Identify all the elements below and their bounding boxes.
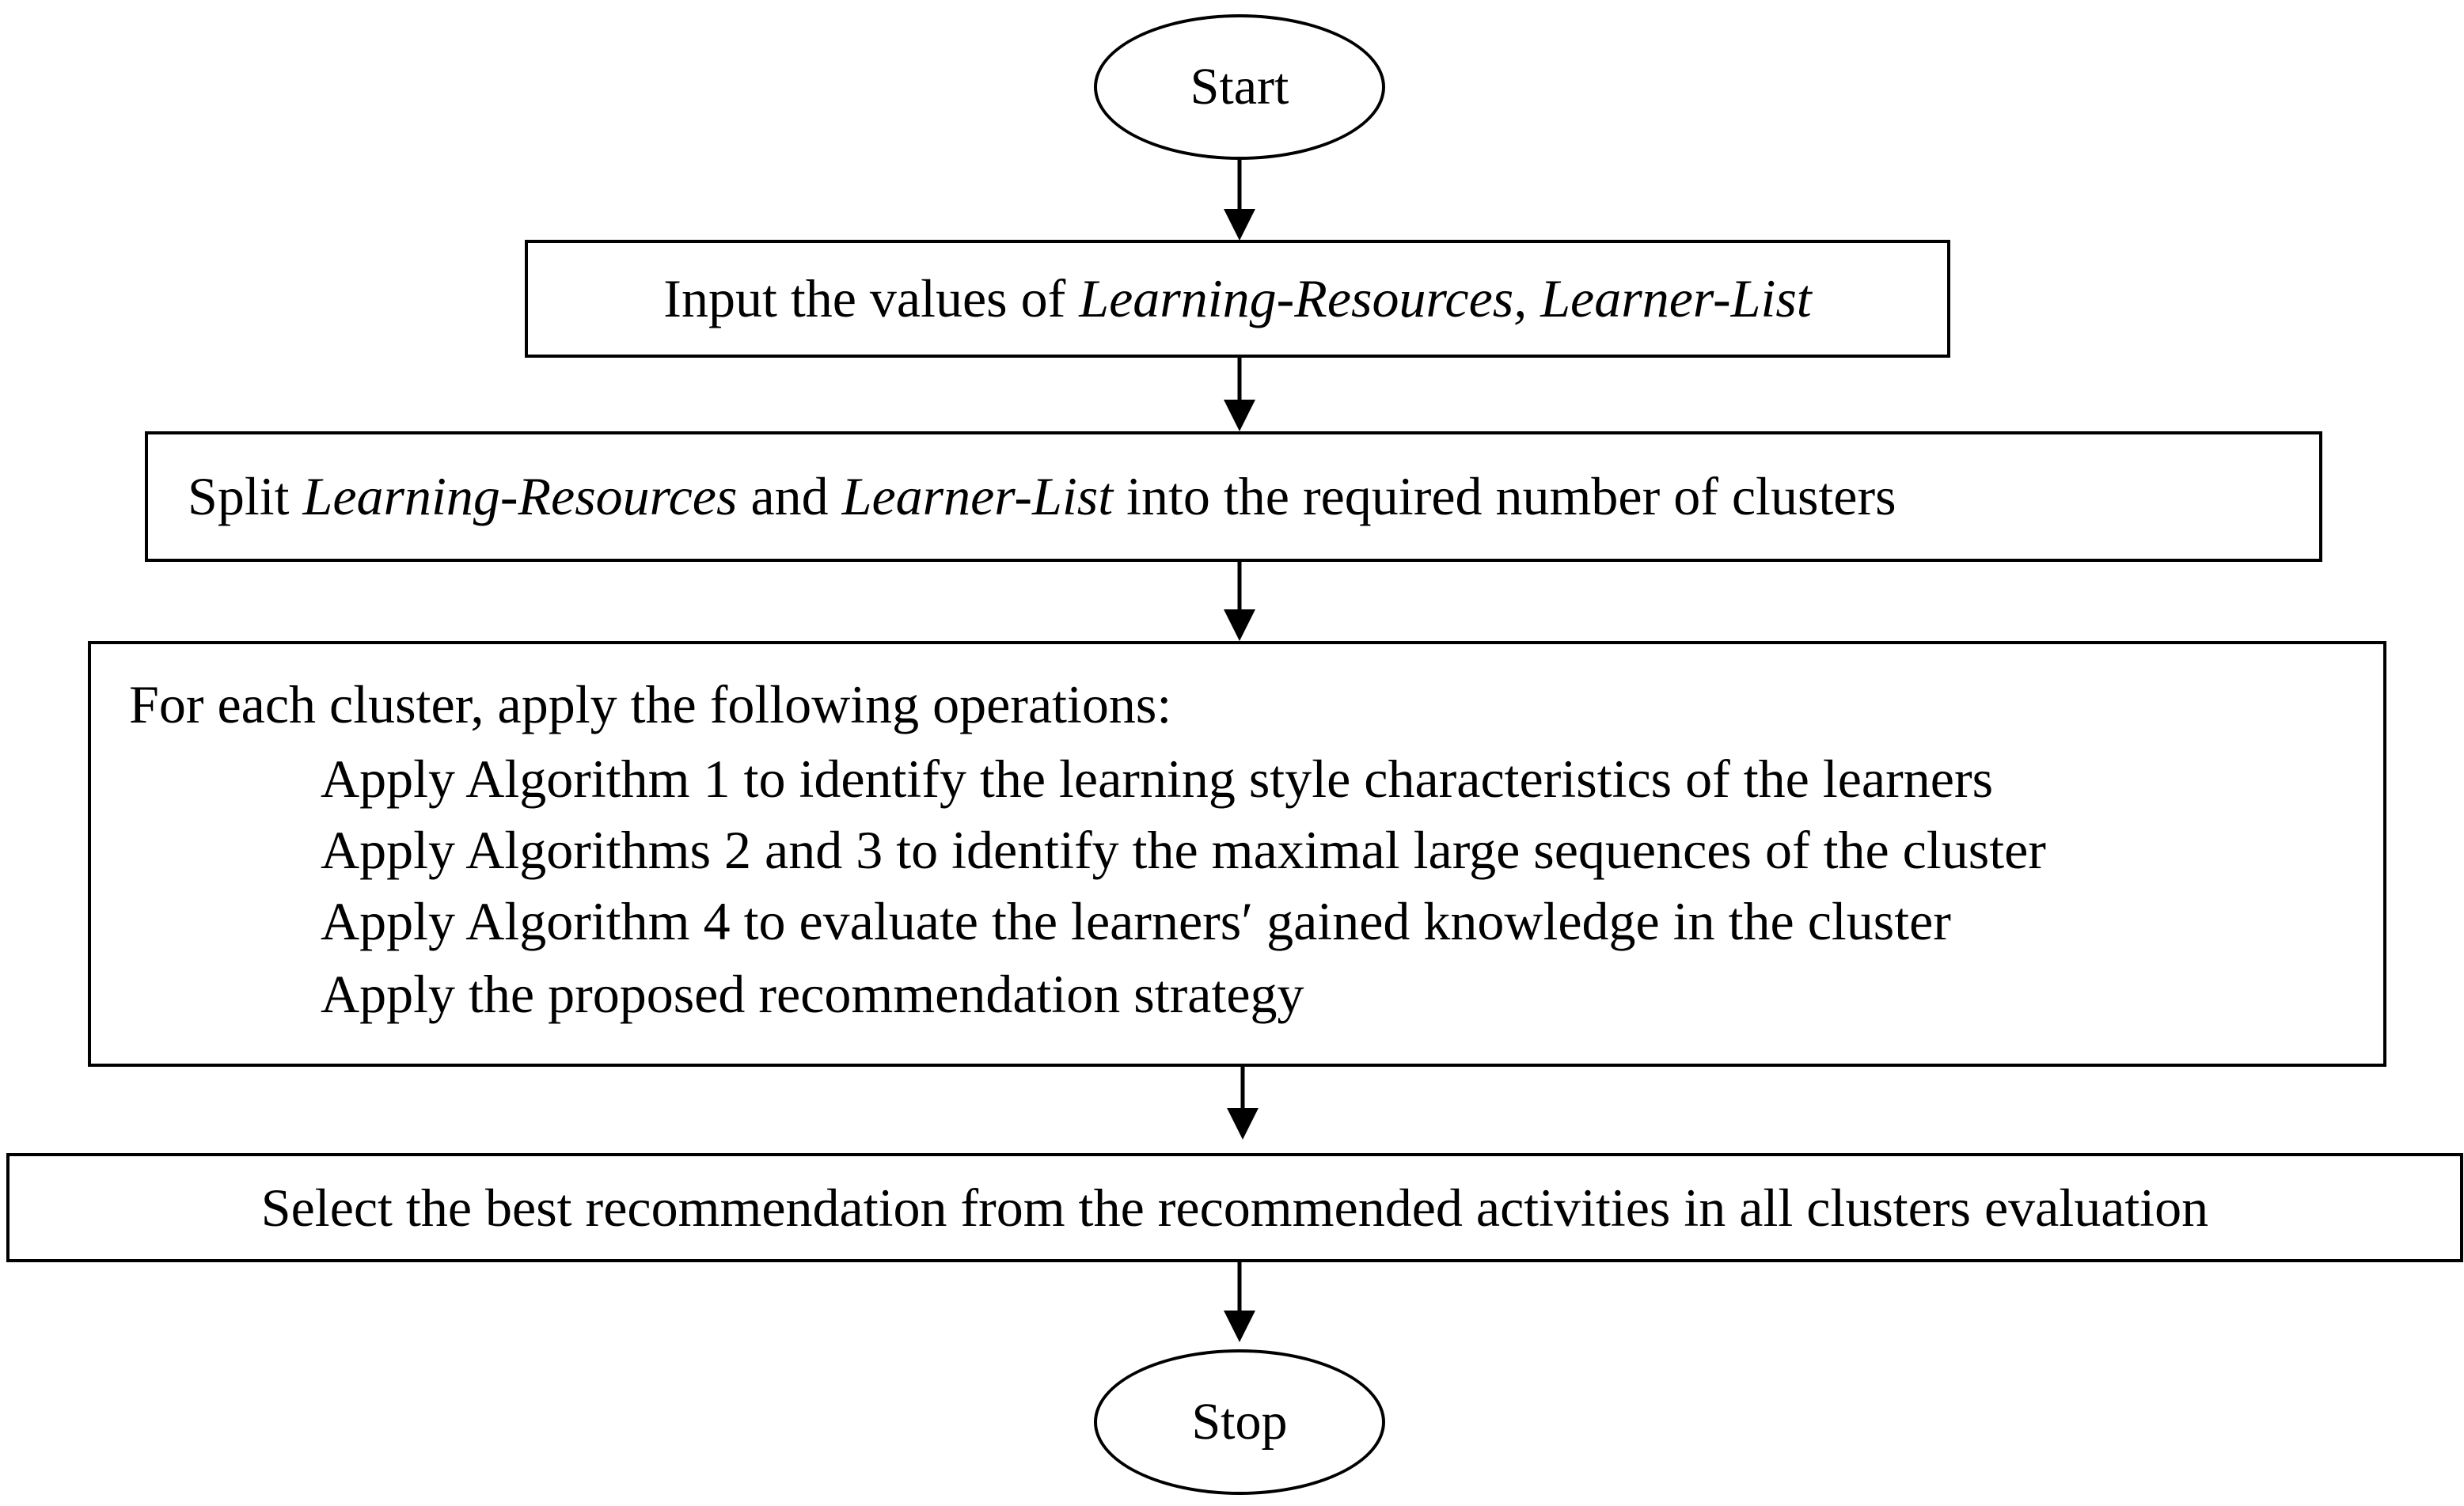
cluster-step: Apply Algorithm 4 to evaluate the learners′ gained knowledge in the cluster bbox=[321, 891, 1951, 951]
split-suffix: into the required number of clusters bbox=[1113, 466, 1896, 526]
split-word1: Split bbox=[188, 466, 303, 526]
split-resources: Learning-Resources bbox=[302, 466, 738, 526]
input-prefix: Input the values of bbox=[663, 268, 1080, 328]
input-process-box bbox=[525, 240, 1950, 358]
start-terminal bbox=[1094, 14, 1385, 160]
split-text bbox=[188, 465, 1896, 528]
cluster-process-box bbox=[88, 641, 2386, 1067]
input-text bbox=[663, 267, 1811, 330]
stop-label: Stop bbox=[1191, 1393, 1288, 1451]
split-learners: Learner-List bbox=[841, 466, 1114, 526]
split-word2: and bbox=[737, 466, 842, 526]
cluster-step: Apply the proposed recommendation strategy bbox=[321, 964, 1304, 1024]
select-process-box bbox=[6, 1153, 2463, 1262]
input-learners: Learner-List bbox=[1527, 268, 1812, 328]
cluster-step: Apply Algorithms 2 and 3 to identify the maximal large sequences of the cluster bbox=[321, 820, 2046, 880]
input-resources: Learning-Resources, bbox=[1079, 268, 1528, 328]
start-label: Start bbox=[1190, 58, 1289, 116]
cluster-heading: For each cluster, apply the following operations: bbox=[129, 674, 1172, 734]
cluster-step: Apply Algorithm 1 to identify the learning style characteristics of the learners bbox=[321, 749, 1994, 809]
stop-terminal bbox=[1094, 1349, 1385, 1495]
split-process-box bbox=[145, 431, 2322, 562]
select-label: Select the best recommendation from the recommended activities in all clusters evaluation bbox=[260, 1177, 2209, 1238]
